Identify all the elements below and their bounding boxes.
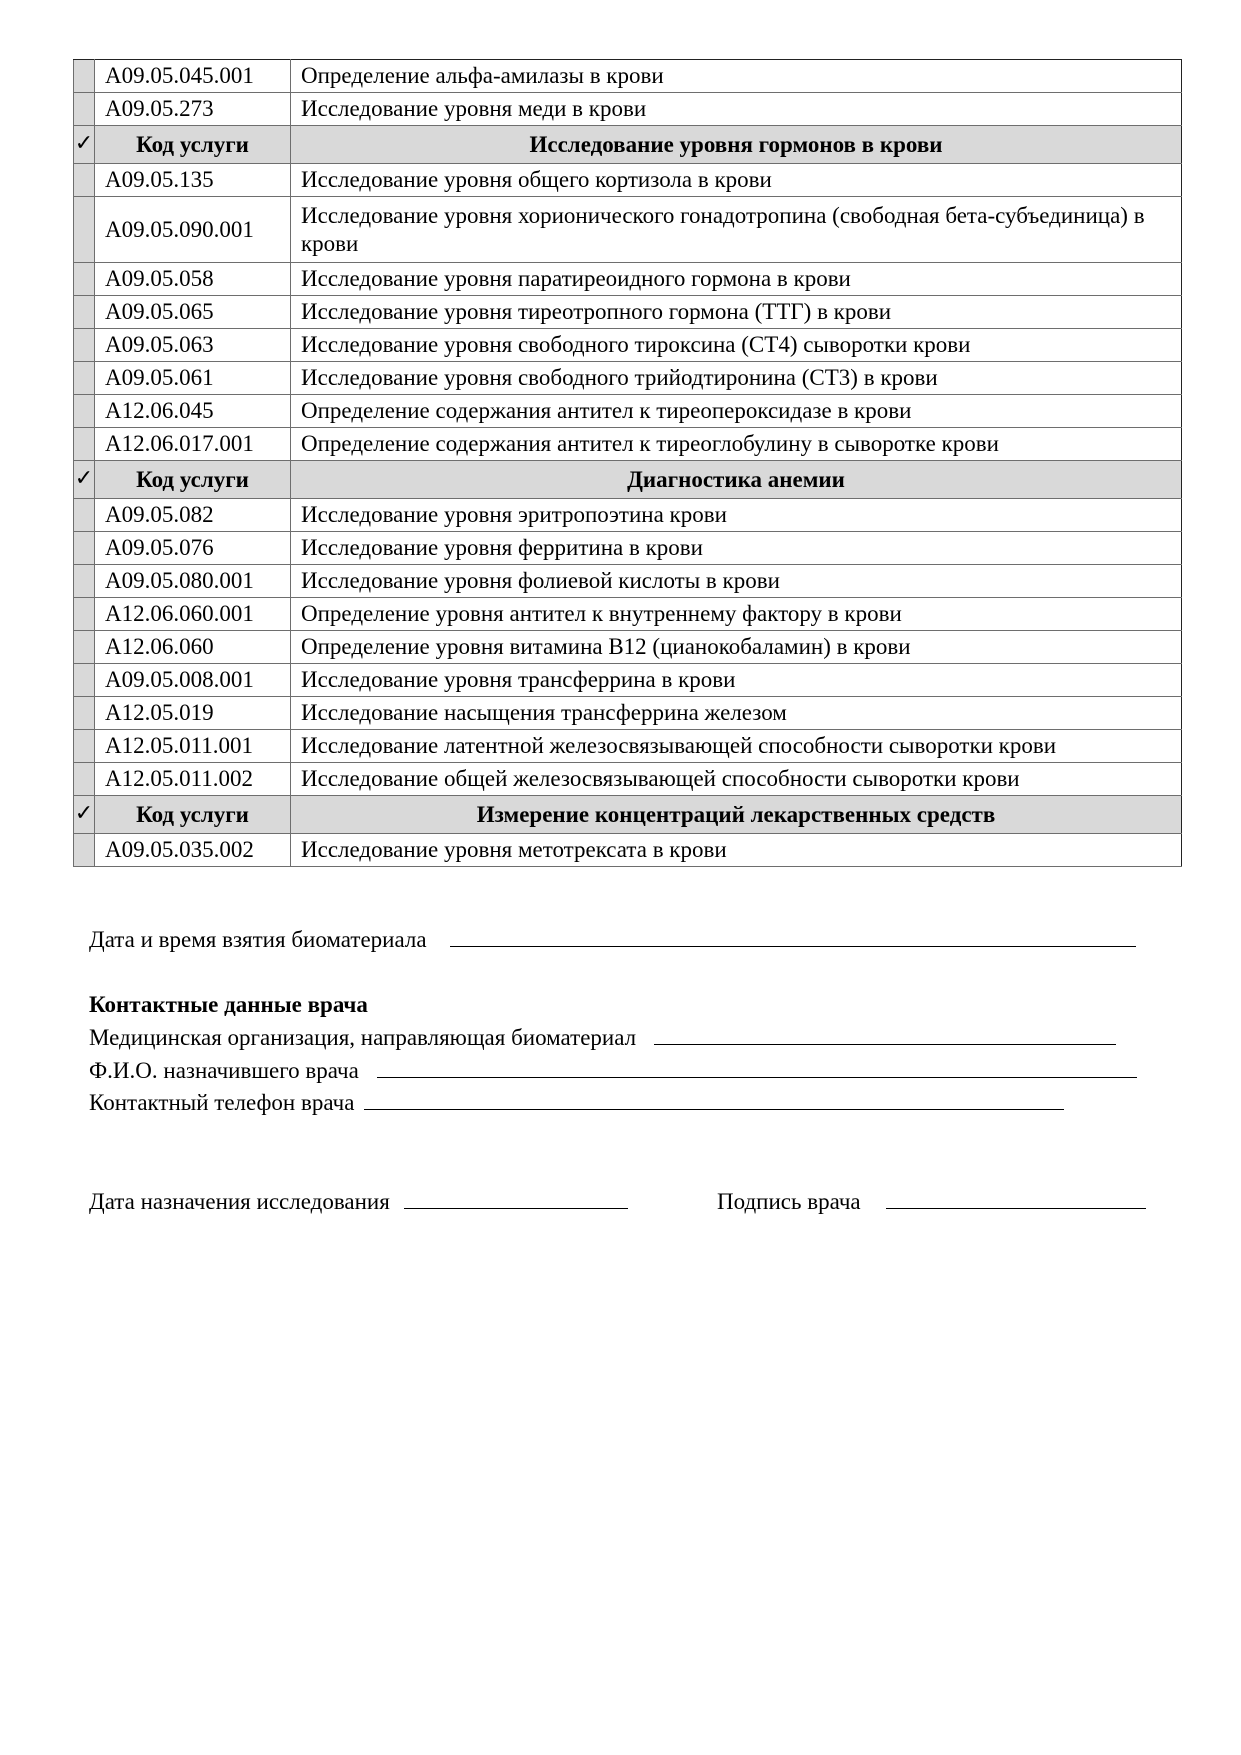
service-checkbox[interactable] — [74, 428, 95, 461]
service-row — [74, 395, 1182, 428]
organization-field[interactable] — [654, 1026, 1116, 1045]
service-row — [74, 730, 1182, 763]
service-checkbox[interactable] — [74, 164, 95, 197]
service-checkbox[interactable] — [74, 263, 95, 296]
service-code: A12.06.017.001 — [95, 428, 291, 461]
service-code: A09.05.273 — [95, 93, 291, 126]
service-checkbox[interactable] — [74, 362, 95, 395]
service-row — [74, 697, 1182, 730]
service-code: A09.05.076 — [95, 532, 291, 565]
order-date-line — [89, 1189, 628, 1215]
service-name: Исследование уровня свободного трийодтиронина (СТ3) в крови — [291, 362, 1182, 395]
service-name: Исследование уровня паратиреоидного гормона в крови — [291, 263, 1182, 296]
section-title: Диагностика анемии — [291, 461, 1182, 499]
service-code: A12.06.060 — [95, 631, 291, 664]
service-row — [74, 362, 1182, 395]
service-name: Исследование уровня хорионического гонадотропина (свободная бета-субъединица) в крови — [291, 197, 1182, 263]
service-name: Определение содержания антител к тиреопероксидазе в крови — [291, 395, 1182, 428]
service-name: Исследование уровня общего кортизола в крови — [291, 164, 1182, 197]
services-table — [73, 59, 1182, 867]
signature-line — [717, 1189, 1146, 1215]
service-code: A12.05.011.001 — [95, 730, 291, 763]
service-checkbox[interactable] — [74, 598, 95, 631]
check-mark-icon: ✓ — [74, 461, 95, 499]
service-checkbox[interactable] — [74, 664, 95, 697]
service-row — [74, 664, 1182, 697]
section-title: Исследование уровня гормонов в крови — [291, 126, 1182, 164]
service-name: Определение уровня витамина B12 (цианокобаламин) в крови — [291, 631, 1182, 664]
service-row — [74, 296, 1182, 329]
service-name: Исследование уровня фолиевой кислоты в крови — [291, 565, 1182, 598]
service-code: A09.05.008.001 — [95, 664, 291, 697]
service-name: Исследование общей железосвязывающей способности сыворотки крови — [291, 763, 1182, 796]
service-name: Исследование уровня трансферрина в крови — [291, 664, 1182, 697]
check-mark-icon: ✓ — [74, 126, 95, 164]
service-checkbox[interactable] — [74, 631, 95, 664]
service-code: A12.05.019 — [95, 697, 291, 730]
service-row — [74, 60, 1182, 93]
section-title: Измерение концентраций лекарственных средств — [291, 796, 1182, 834]
service-code: A12.06.045 — [95, 395, 291, 428]
service-code: A09.05.058 — [95, 263, 291, 296]
service-name: Исследование латентной железосвязывающей способности сыворотки крови — [291, 730, 1182, 763]
doctor-phone-field[interactable] — [364, 1091, 1064, 1110]
service-code: A09.05.082 — [95, 499, 291, 532]
doctor-phone-label: Контактный телефон врача — [89, 1090, 355, 1115]
service-checkbox[interactable] — [74, 197, 95, 263]
service-row — [74, 834, 1182, 867]
service-row — [74, 598, 1182, 631]
service-row — [74, 428, 1182, 461]
service-checkbox[interactable] — [74, 499, 95, 532]
doctor-name-field[interactable] — [377, 1059, 1137, 1078]
order-date-label: Дата назначения исследования — [89, 1189, 390, 1214]
sample-datetime-field[interactable] — [450, 928, 1136, 947]
section-header-row — [74, 461, 1182, 499]
service-checkbox[interactable] — [74, 532, 95, 565]
service-code: A09.05.090.001 — [95, 197, 291, 263]
signature-label: Подпись врача — [717, 1189, 861, 1214]
service-code: A09.05.063 — [95, 329, 291, 362]
organization-label: Медицинская организация, направляющая биоматериал — [89, 1025, 637, 1050]
sample-datetime-label: Дата и время взятия биоматериала — [89, 927, 427, 952]
service-name: Исследование насыщения трансферрина железом — [291, 697, 1182, 730]
service-code: A12.06.060.001 — [95, 598, 291, 631]
service-code: A09.05.065 — [95, 296, 291, 329]
service-checkbox[interactable] — [74, 763, 95, 796]
service-code: A09.05.135 — [95, 164, 291, 197]
service-row — [74, 532, 1182, 565]
code-column-header: Код услуги — [95, 461, 291, 499]
service-checkbox[interactable] — [74, 697, 95, 730]
service-name: Исследование уровня метотрексата в крови — [291, 834, 1182, 867]
code-column-header: Код услуги — [95, 796, 291, 834]
service-checkbox[interactable] — [74, 93, 95, 126]
signature-field[interactable] — [886, 1190, 1146, 1209]
doctor-phone-line — [89, 1090, 1064, 1116]
service-code: A09.05.080.001 — [95, 565, 291, 598]
service-code: A09.05.035.002 — [95, 834, 291, 867]
service-checkbox[interactable] — [74, 395, 95, 428]
section-header-row — [74, 796, 1182, 834]
service-row — [74, 499, 1182, 532]
doctor-contacts-heading: Контактные данные врача — [89, 992, 368, 1017]
service-checkbox[interactable] — [74, 60, 95, 93]
service-checkbox[interactable] — [74, 296, 95, 329]
service-checkbox[interactable] — [74, 834, 95, 867]
service-row — [74, 565, 1182, 598]
service-checkbox[interactable] — [74, 329, 95, 362]
service-row — [74, 763, 1182, 796]
doctor-name-line — [89, 1058, 1137, 1084]
service-row — [74, 164, 1182, 197]
service-code: A12.05.011.002 — [95, 763, 291, 796]
section-header-row — [74, 126, 1182, 164]
service-name: Исследование уровня ферритина в крови — [291, 532, 1182, 565]
service-row — [74, 329, 1182, 362]
service-name: Исследование уровня тиреотропного гормона (ТТГ) в крови — [291, 296, 1182, 329]
organization-line — [89, 1025, 1116, 1051]
service-name: Определение альфа-амилазы в крови — [291, 60, 1182, 93]
service-name: Исследование уровня свободного тироксина (СТ4) сыворотки крови — [291, 329, 1182, 362]
service-row — [74, 631, 1182, 664]
services-table-body — [74, 60, 1182, 867]
service-name: Определение уровня антител к внутреннему фактору в крови — [291, 598, 1182, 631]
service-name: Исследование уровня эритропоэтина крови — [291, 499, 1182, 532]
service-row — [74, 93, 1182, 126]
service-row — [74, 197, 1182, 263]
service-code: A09.05.061 — [95, 362, 291, 395]
service-checkbox[interactable] — [74, 730, 95, 763]
service-code: A09.05.045.001 — [95, 60, 291, 93]
order-date-field[interactable] — [404, 1190, 628, 1209]
service-name: Исследование уровня меди в крови — [291, 93, 1182, 126]
service-name: Определение содержания антител к тиреоглобулину в сыворотке крови — [291, 428, 1182, 461]
sample-datetime-line — [89, 927, 1136, 953]
service-checkbox[interactable] — [74, 565, 95, 598]
service-row — [74, 263, 1182, 296]
doctor-name-label: Ф.И.О. назначившего врача — [89, 1058, 359, 1083]
code-column-header: Код услуги — [95, 126, 291, 164]
check-mark-icon: ✓ — [74, 796, 95, 834]
